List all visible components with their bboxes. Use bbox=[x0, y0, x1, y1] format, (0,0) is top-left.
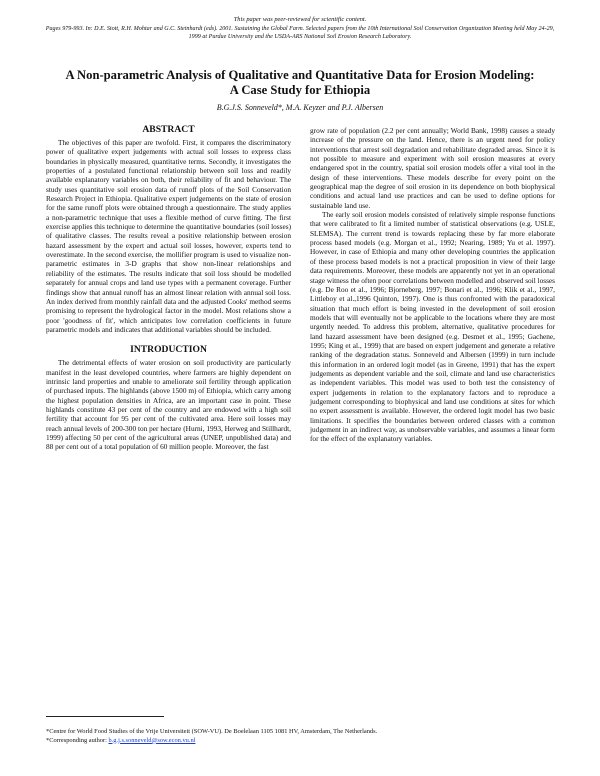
introduction-paragraph-2: The early soil erosion models consisted of relatively simple response functions that were calibrated to fit a limited number of statistical observations (e.g. USLE, SLEMSA). The current trend is towards replacing these by far more elaborate process based models (e.g. Morgan et al., 1992; Nearing, 1989; Yu et al. 1997). However, in case of Ethiopia and many other developing countries the application of these process based models is not a practical proposition in view of their large data requirements. Moreover, these models are apparently not yet in an operational stage witness the often poor correlations between modelled and observed soil losses (e.g. De Roo et al., 1996; Bjorneberg, 1997; Bonari et al., 1996; Klik et al., 1997, Littleboy et al.,1996 Quinton, 1997). One is thus confronted with the paradoxical situation that much effort is being invested in the development of soil erosion models that will eventually not be applicable to the locations where they are most urgently needed. To address this problem, alternative, qualitative procedures for land hazard assessment have been designed (e.g. Desmet et al., 1995; Gachene, 1995; King et al., 1999) that are based on expert judgement and generate a relative ranking of the degradation status. Sonneveld and Albersen (1999) in turn include this information in an ordered logit model (as in Greene, 1991) that has the expert judgements as dependent variable and the soil, climate and land use characteristics as independent variables. This model was used to both test the consistency of expert judgements in relation to the explanatory factors and to reproduce a judgement corresponding to biophysical and land use conditions at sites for which no expert assessment is available. However, the ordered logit model has two basic limitations. It specifies the boundaries between ordered classes with a common judgement in an indirect way, as unobservable variables, and assumes a linear form for the effect of the explanatory variables. bbox=[310, 210, 555, 444]
footnotes bbox=[46, 728, 566, 745]
peer-review-note: This paper was peer-reviewed for scientific content. bbox=[233, 16, 367, 23]
introduction-heading: INTRODUCTION bbox=[130, 344, 207, 356]
introduction-paragraph-1: The detrimental effects of water erosion on soil productivity are particularly manifest in the least developed countries, where farmers are highly dependent on intrinsic land properties and unable to ameliorate soil fertility through application of purchased inputs. The highlands (above 1500 m) of Ethiopia, which carry among the highest population densities in Africa, are an important case in point. These highlands constitute 43 per cent of the country and are endowed with a high soil fertility that account for 95 per cent of the cultivated area. Here soil losses may reach annual levels of 200-300 ton per hectare (Hurni, 1993, Herweg and Stillhardt, 1999) affecting 50 per cent of the agricultural areas (UNEP, unpublished data) and 88 per cent out of a total population of 60 million people. Moreover, the fast bbox=[46, 358, 291, 452]
footnote-divider bbox=[46, 716, 164, 717]
abstract-text: The objectives of this paper are twofold. First, it compares the discriminatory power of qualitative expert judgements with actual soil losses to express class boundaries in physically measured, quantitative terms. Secondly, it investigates the properties of a postulated functional relationship between soil loss and readily available explanatory variables on both, their reliability of fit and behaviour. The study uses quantitative soil erosion data of runoff plots of the Soil Conservation Research Project in Ethiopia. Qualitative expert judgements on the state of erosion for the same runoff plots were obtained through a questionnaire. The study applies a non-parametric technique that uses a flexible method of curve fitting. The first exercise applies this technique to determine the quantitative boundaries (soil losses) of qualitative classes. The results reveal a positive relationship between erosion hazard assessment by the expert and actual soil losses, however, experts tend to overestimate. In the second exercise, the mollifier program is used to visualize non-parametric estimates in 3-D graphs that show non-linear relationships and reliability of the estimates. The results indicate that soil loss should be modelled separately for annual crops and land use types with a permanent coverage. Further findings show that annual runoff has an almost linear relation with annual soil loss. An index derived from monthly rainfall data and the adjusted Cooks' method seems promising to represent the hydrological factor in the model. Most relations show a poor 'goodness of fit', which anticipates low correlation coefficients in future parametric models and indicates that additional variables should be included. bbox=[46, 138, 291, 334]
corresponding-author-label: *Corresponding author: bbox=[46, 736, 109, 744]
author-email-link[interactable]: b.g.j.s.sonneveld@sow.econ.vu.nl bbox=[108, 736, 196, 744]
abstract-heading: ABSTRACT bbox=[142, 124, 195, 135]
introduction-paragraph-1-continued: grow rate of population (2.2 per cent annually; World Bank, 1998) causes a steady increase of the pressure on the land. Hence, there is an urgent need for policy interventions that arrest soil degradation and rehabilitate degraded areas. Since it is not possible to measure and experiment with soil erosion measures at every endangered spot in the country, spatial soil erosion models offer a vital tool in the design of these interventions. These models describe for every point on the geographical map the degree of soil erosion in its dependence on both biophysical conditions and actual land use practices and can be used to define options for sustainable land use. bbox=[310, 126, 555, 210]
author-list: B.G.J.S. Sonneveld*, M.A. Keyzer and P.J. Albersen bbox=[216, 103, 384, 112]
right-column bbox=[310, 126, 555, 444]
paper-title: A Non-parametric Analysis of Qualitative and Quantitative Data for Erosion Modeling: A Case Study for Ethiopia bbox=[65, 68, 535, 97]
citation-line: Pages 979-993. In: D.E. Stott, R.H. Mohtar and G.C. Steinhardt (eds). 2001. Sustaining the Global Farm. Selected papers from the 10th International Soil Conservation Organization Meeting held May 24-29, 1999 at Purdue University and the USDA-ARS National Soil Erosion Research Laboratory. bbox=[45, 26, 555, 41]
left-column bbox=[46, 124, 291, 452]
corresponding-author-footnote bbox=[46, 737, 566, 746]
affiliation-footnote: *Centre for World Food Studies of the Vrije Universiteit (SOW-VU). De Boelelaan 1105 1081 HV, Amsterdam, The Netherlands. bbox=[46, 728, 378, 735]
